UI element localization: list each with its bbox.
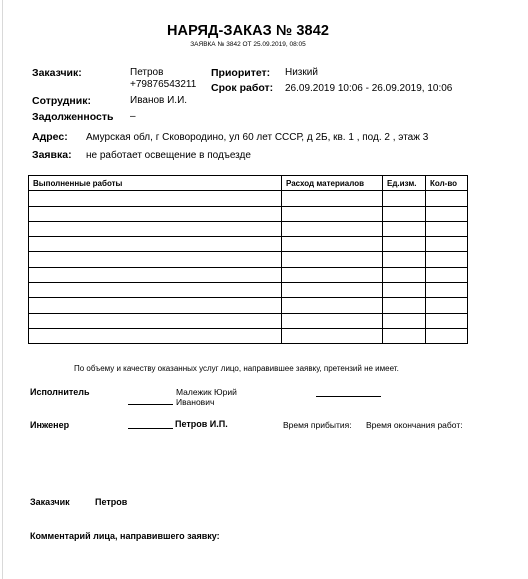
table-cell [383, 283, 426, 298]
table-cell [282, 206, 383, 221]
engineer-label: Инженер [30, 420, 70, 430]
arrival-time-label: Время прибытия: [283, 420, 352, 430]
debt-label: Задолженность [32, 111, 114, 123]
no-claims-note: По объему и качеству оказанных услуг лицо, направившее заявку, претензий не имеет. [74, 364, 399, 373]
customer-name: Петров [130, 67, 164, 78]
col-header-materials: Расход материалов [282, 176, 383, 191]
table-row [29, 221, 468, 236]
engineer-name: Петров И.П. [175, 419, 228, 429]
table-row [29, 298, 468, 313]
request-label: Заявка: [32, 149, 72, 161]
col-header-works: Выполненные работы [29, 176, 282, 191]
table-header-row [29, 176, 468, 191]
table-cell [383, 328, 426, 343]
col-header-unit: Ед.изм. [383, 176, 426, 191]
table-cell [29, 313, 282, 328]
table-cell [282, 267, 383, 282]
table-cell [282, 298, 383, 313]
table-cell [426, 221, 468, 236]
table-cell [282, 283, 383, 298]
address-label: Адрес: [32, 131, 68, 143]
table-cell [29, 267, 282, 282]
table-cell [426, 237, 468, 252]
executor-date-line [316, 396, 381, 397]
customer-phone: +79876543211 [130, 79, 197, 90]
end-time-label: Время окончания работ: [366, 420, 463, 430]
customer-label: Заказчик: [32, 67, 82, 79]
table-cell [426, 328, 468, 343]
employee-label: Сотрудник: [32, 95, 91, 107]
table-cell [383, 191, 426, 206]
debt-value: – [130, 111, 136, 122]
customer-sign-label: Заказчик [30, 497, 70, 507]
table-cell [282, 237, 383, 252]
table-row [29, 283, 468, 298]
works-table [28, 175, 468, 344]
executor-name-line2: Иванович [176, 397, 215, 407]
table-row [29, 313, 468, 328]
table-cell [383, 298, 426, 313]
table-body [29, 191, 468, 344]
comment-label: Комментарий лица, направившего заявку: [30, 531, 220, 541]
table-cell [383, 267, 426, 282]
table-cell [29, 328, 282, 343]
term-value: 26.09.2019 10:06 - 26.09.2019, 10:06 [285, 83, 453, 94]
table-cell [426, 191, 468, 206]
table-cell [282, 252, 383, 267]
table-cell [29, 283, 282, 298]
page-edge-line [2, 0, 3, 579]
table-cell [426, 252, 468, 267]
table-cell [282, 328, 383, 343]
table-cell [426, 298, 468, 313]
table-row [29, 252, 468, 267]
table-cell [29, 221, 282, 236]
table-cell [426, 313, 468, 328]
table-cell [426, 283, 468, 298]
table-row [29, 206, 468, 221]
table-row [29, 237, 468, 252]
col-header-qty: Кол-во [426, 176, 468, 191]
table-cell [426, 206, 468, 221]
table-cell [282, 191, 383, 206]
priority-value: Низкий [285, 67, 318, 78]
table-cell [29, 298, 282, 313]
request-value: не работает освещение в подъезде [86, 150, 251, 161]
table-cell [383, 221, 426, 236]
table-cell [29, 237, 282, 252]
document-subtitle: ЗАЯВКА № 3842 ОТ 25.09.2019, 08:05 [190, 41, 306, 48]
table-cell [29, 206, 282, 221]
document-title: НАРЯД-ЗАКАЗ № 3842 [166, 23, 330, 39]
engineer-signature-line [128, 428, 173, 429]
executor-label: Исполнитель [30, 387, 90, 397]
table-cell [383, 237, 426, 252]
table-row [29, 328, 468, 343]
priority-label: Приоритет: [211, 67, 271, 79]
executor-name-line1: Малежик Юрий [176, 387, 237, 397]
table-cell [383, 313, 426, 328]
table-row [29, 267, 468, 282]
table-cell [383, 252, 426, 267]
employee-value: Иванов И.И. [130, 95, 188, 106]
table-cell [426, 267, 468, 282]
table-cell [29, 191, 282, 206]
table-cell [282, 221, 383, 236]
executor-signature-line [128, 404, 173, 405]
customer-sign-name: Петров [95, 497, 128, 507]
table-cell [282, 313, 383, 328]
address-value: Амурская обл, г Сковородино, ул 60 лет СССР, д 2Б, кв. 1 , под. 2 , этаж 3 [86, 132, 429, 143]
table-row [29, 191, 468, 206]
table-cell [383, 206, 426, 221]
table-cell [29, 252, 282, 267]
term-label: Срок работ: [211, 82, 274, 94]
